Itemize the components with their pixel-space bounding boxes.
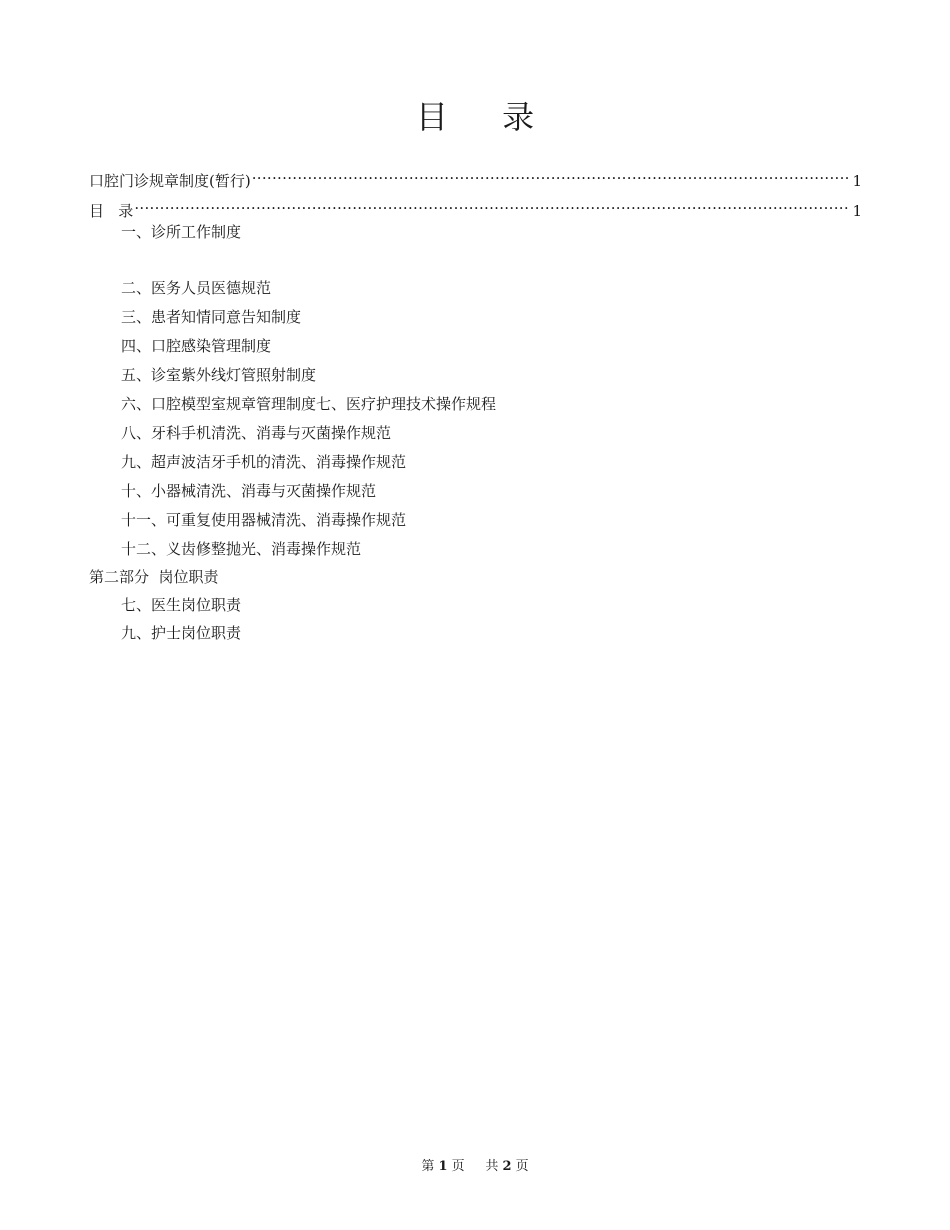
toc-dot-leader (252, 162, 850, 186)
section-entry: 十、小器械清洗、消毒与灭菌操作规范 (121, 482, 377, 500)
page-title: 目 录 (415, 98, 557, 136)
toc-line[interactable] (89, 192, 862, 220)
section-entry: 四、口腔感染管理制度 (121, 337, 272, 355)
page-footer (0, 1155, 950, 1174)
footer-suffix: 页 (511, 1159, 529, 1174)
footer-middle: 页 共 (447, 1159, 503, 1174)
toc-page-number: 1 (852, 202, 862, 220)
section-entry: 九、超声波洁牙手机的清洗、消毒操作规范 (121, 453, 407, 471)
footer-total-pages: 2 (502, 1159, 512, 1174)
section-entry: 十二、义齿修整抛光、消毒操作规范 (121, 540, 362, 558)
toc-line-text: 口腔门诊规章制度(暂行) (89, 172, 251, 190)
toc-page-number: 1 (852, 172, 862, 190)
section-entry: 二、医务人员医德规范 (121, 279, 272, 297)
toc-list (89, 162, 862, 220)
section-entry: 七、医生岗位职责 (121, 596, 242, 614)
toc-line-text: 目 录 (89, 202, 134, 220)
toc-line[interactable] (89, 162, 862, 190)
section-entry: 十一、可重复使用器械清洗、消毒操作规范 (121, 511, 407, 529)
section-entry: 五、诊室紫外线灯管照射制度 (121, 366, 317, 384)
toc-dot-leader (134, 192, 849, 216)
footer-prefix: 第 (421, 1159, 439, 1174)
section-entry: 九、护士岗位职责 (121, 624, 242, 642)
footer-current-page: 1 (438, 1159, 448, 1174)
section-entry: 一、诊所工作制度 (121, 223, 242, 241)
section-entries (89, 220, 869, 649)
section-entry: 八、牙科手机清洗、消毒与灭菌操作规范 (121, 424, 392, 442)
section-entry: 六、口腔模型室规章管理制度七、医疗护理技术操作规程 (121, 395, 497, 413)
part-heading: 第二部分 岗位职责 (89, 568, 219, 586)
section-entry: 三、患者知情同意告知制度 (121, 308, 302, 326)
